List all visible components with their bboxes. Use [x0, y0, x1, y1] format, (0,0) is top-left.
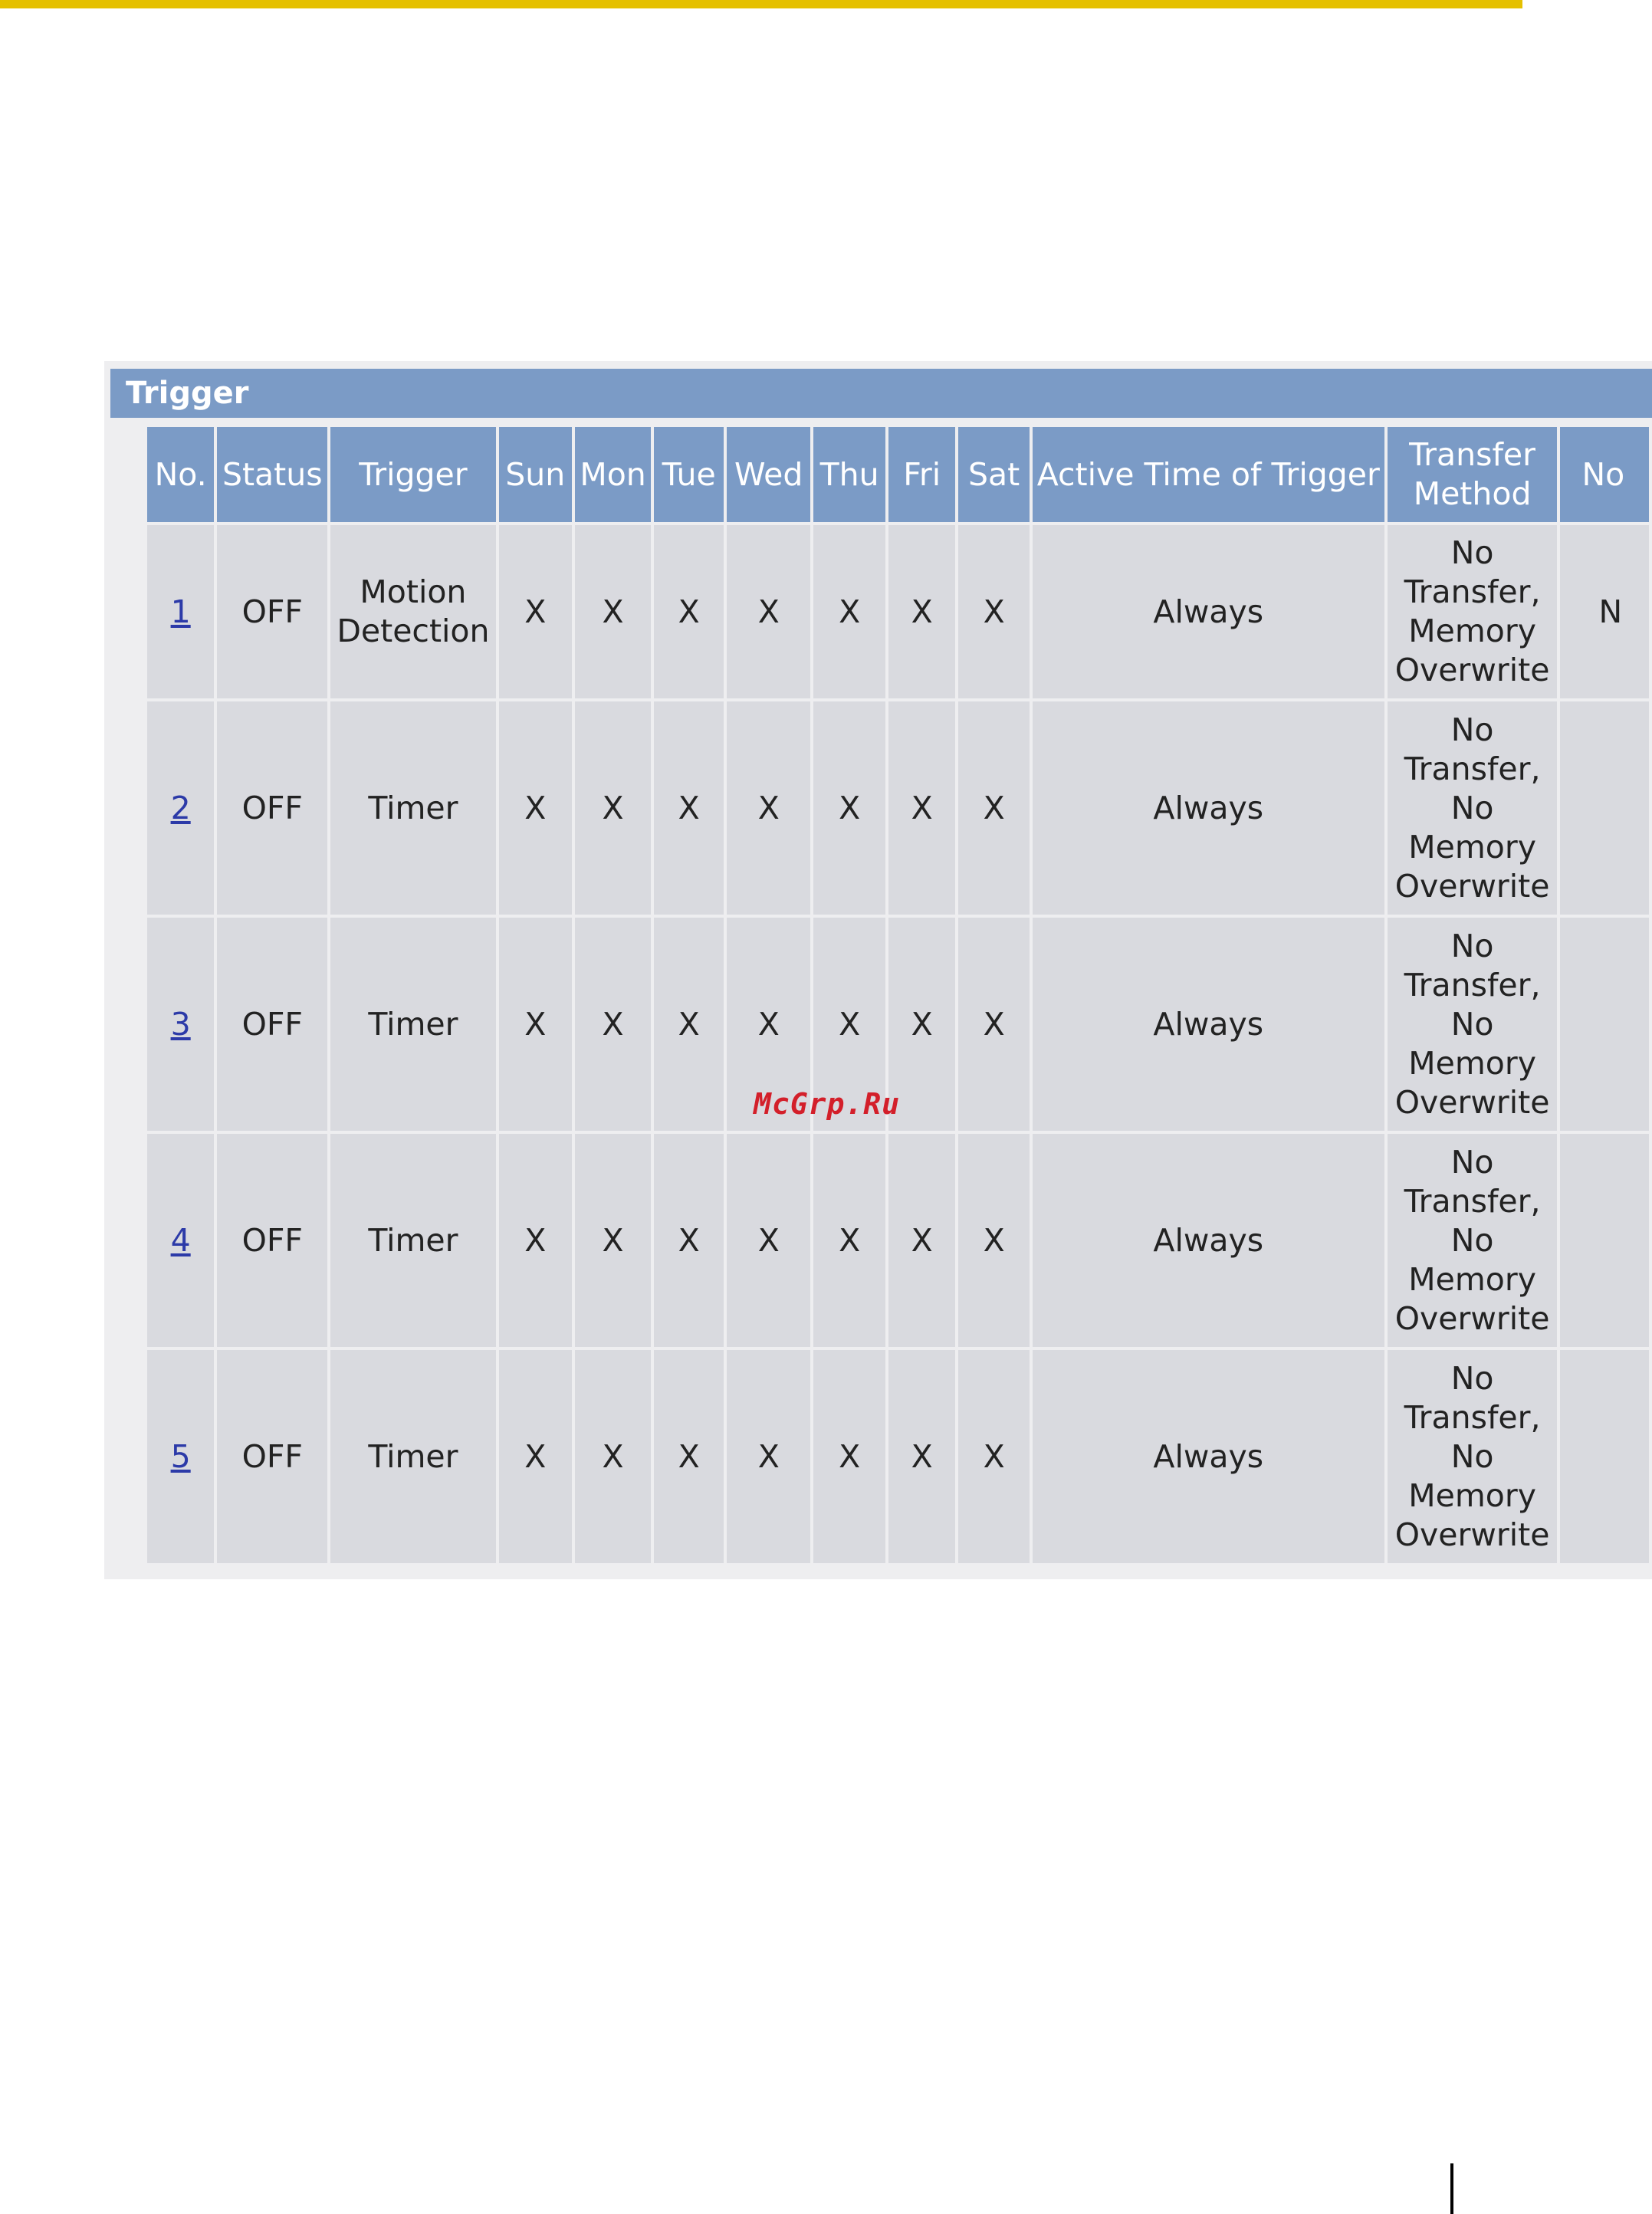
cell-transfer-method: No Transfer, No Memory Overwrite [1388, 1350, 1558, 1566]
cell-no [147, 918, 214, 1134]
page-edge-mark [1450, 2163, 1453, 2214]
row-number-link[interactable]: 2 [170, 789, 191, 826]
cell-active-time: Always [1033, 918, 1384, 1134]
cell-trigger: Timer [330, 918, 495, 1134]
cell-tue: X [654, 1350, 724, 1566]
cell-sun: X [499, 525, 572, 701]
cell-truncated [1560, 1134, 1649, 1350]
cell-sun: X [499, 1350, 572, 1566]
cell-active-time: Always [1033, 1134, 1384, 1350]
column-header-sun: Sun [499, 427, 572, 525]
column-header-truncated: No [1560, 427, 1649, 525]
trigger-panel [104, 361, 1652, 1579]
watermark-text: McGrp.Ru [754, 1087, 901, 1121]
cell-mon: X [575, 701, 651, 918]
cell-thu: X [813, 701, 885, 918]
cell-trigger: Timer [330, 1134, 495, 1350]
column-header-fri: Fri [888, 427, 955, 525]
cell-mon: X [575, 525, 651, 701]
cell-wed: X [727, 701, 810, 918]
cell-sat: X [958, 918, 1029, 1134]
cell-no [147, 701, 214, 918]
cell-status: OFF [217, 1350, 327, 1566]
table-row [147, 1350, 1649, 1566]
cell-tue: X [654, 525, 724, 701]
row-number-link[interactable]: 5 [170, 1437, 191, 1475]
cell-mon: X [575, 918, 651, 1134]
top-accent-bar [0, 0, 1522, 8]
cell-tue: X [654, 918, 724, 1134]
cell-wed: X [727, 525, 810, 701]
cell-fri: X [888, 1350, 955, 1566]
cell-active-time: Always [1033, 701, 1384, 918]
cell-no [147, 525, 214, 701]
cell-wed: X [727, 918, 810, 1134]
column-header-wed: Wed [727, 427, 810, 525]
table-row [147, 701, 1649, 918]
cell-sun: X [499, 701, 572, 918]
trigger-table [144, 427, 1652, 1566]
cell-status: OFF [217, 701, 327, 918]
cell-sun: X [499, 1134, 572, 1350]
panel-title: Trigger [110, 369, 1652, 418]
cell-trigger: Timer [330, 701, 495, 918]
table-row [147, 1134, 1649, 1350]
cell-active-time: Always [1033, 1350, 1384, 1566]
column-header-transfer-method: Transfer Method [1388, 427, 1558, 525]
cell-wed: X [727, 1134, 810, 1350]
cell-thu: X [813, 525, 885, 701]
cell-status: OFF [217, 1134, 327, 1350]
cell-transfer-method: No Transfer, No Memory Overwrite [1388, 701, 1558, 918]
column-header-thu: Thu [813, 427, 885, 525]
table-header-row [147, 427, 1649, 525]
cell-trigger: Motion Detection [330, 525, 495, 701]
row-number-link[interactable]: 3 [170, 1005, 191, 1043]
cell-thu: X [813, 918, 885, 1134]
cell-tue: X [654, 1134, 724, 1350]
cell-sun: X [499, 918, 572, 1134]
cell-sat: X [958, 1134, 1029, 1350]
column-header-mon: Mon [575, 427, 651, 525]
cell-fri: X [888, 918, 955, 1134]
cell-fri: X [888, 701, 955, 918]
cell-sat: X [958, 525, 1029, 701]
column-header-trigger: Trigger [330, 427, 495, 525]
cell-tue: X [654, 701, 724, 918]
cell-transfer-method: No Transfer, No Memory Overwrite [1388, 1134, 1558, 1350]
column-header-tue: Tue [654, 427, 724, 525]
cell-truncated: N [1560, 525, 1649, 701]
cell-no [147, 1350, 214, 1566]
cell-fri: X [888, 1134, 955, 1350]
cell-transfer-method: No Transfer, No Memory Overwrite [1388, 918, 1558, 1134]
column-header-active-time: Active Time of Trigger [1033, 427, 1384, 525]
cell-active-time: Always [1033, 525, 1384, 701]
cell-transfer-method: No Transfer, Memory Overwrite [1388, 525, 1558, 701]
cell-no [147, 1134, 214, 1350]
cell-status: OFF [217, 525, 327, 701]
cell-sat: X [958, 701, 1029, 918]
column-header-no: No. [147, 427, 214, 525]
cell-thu: X [813, 1350, 885, 1566]
cell-truncated [1560, 918, 1649, 1134]
cell-mon: X [575, 1350, 651, 1566]
row-number-link[interactable]: 1 [170, 593, 191, 630]
cell-mon: X [575, 1134, 651, 1350]
row-number-link[interactable]: 4 [170, 1221, 191, 1259]
cell-sat: X [958, 1350, 1029, 1566]
cell-status: OFF [217, 918, 327, 1134]
cell-fri: X [888, 525, 955, 701]
cell-thu: X [813, 1134, 885, 1350]
table-row [147, 525, 1649, 701]
cell-trigger: Timer [330, 1350, 495, 1566]
cell-wed: X [727, 1350, 810, 1566]
column-header-status: Status [217, 427, 327, 525]
column-header-sat: Sat [958, 427, 1029, 525]
cell-truncated [1560, 1350, 1649, 1566]
cell-truncated [1560, 701, 1649, 918]
